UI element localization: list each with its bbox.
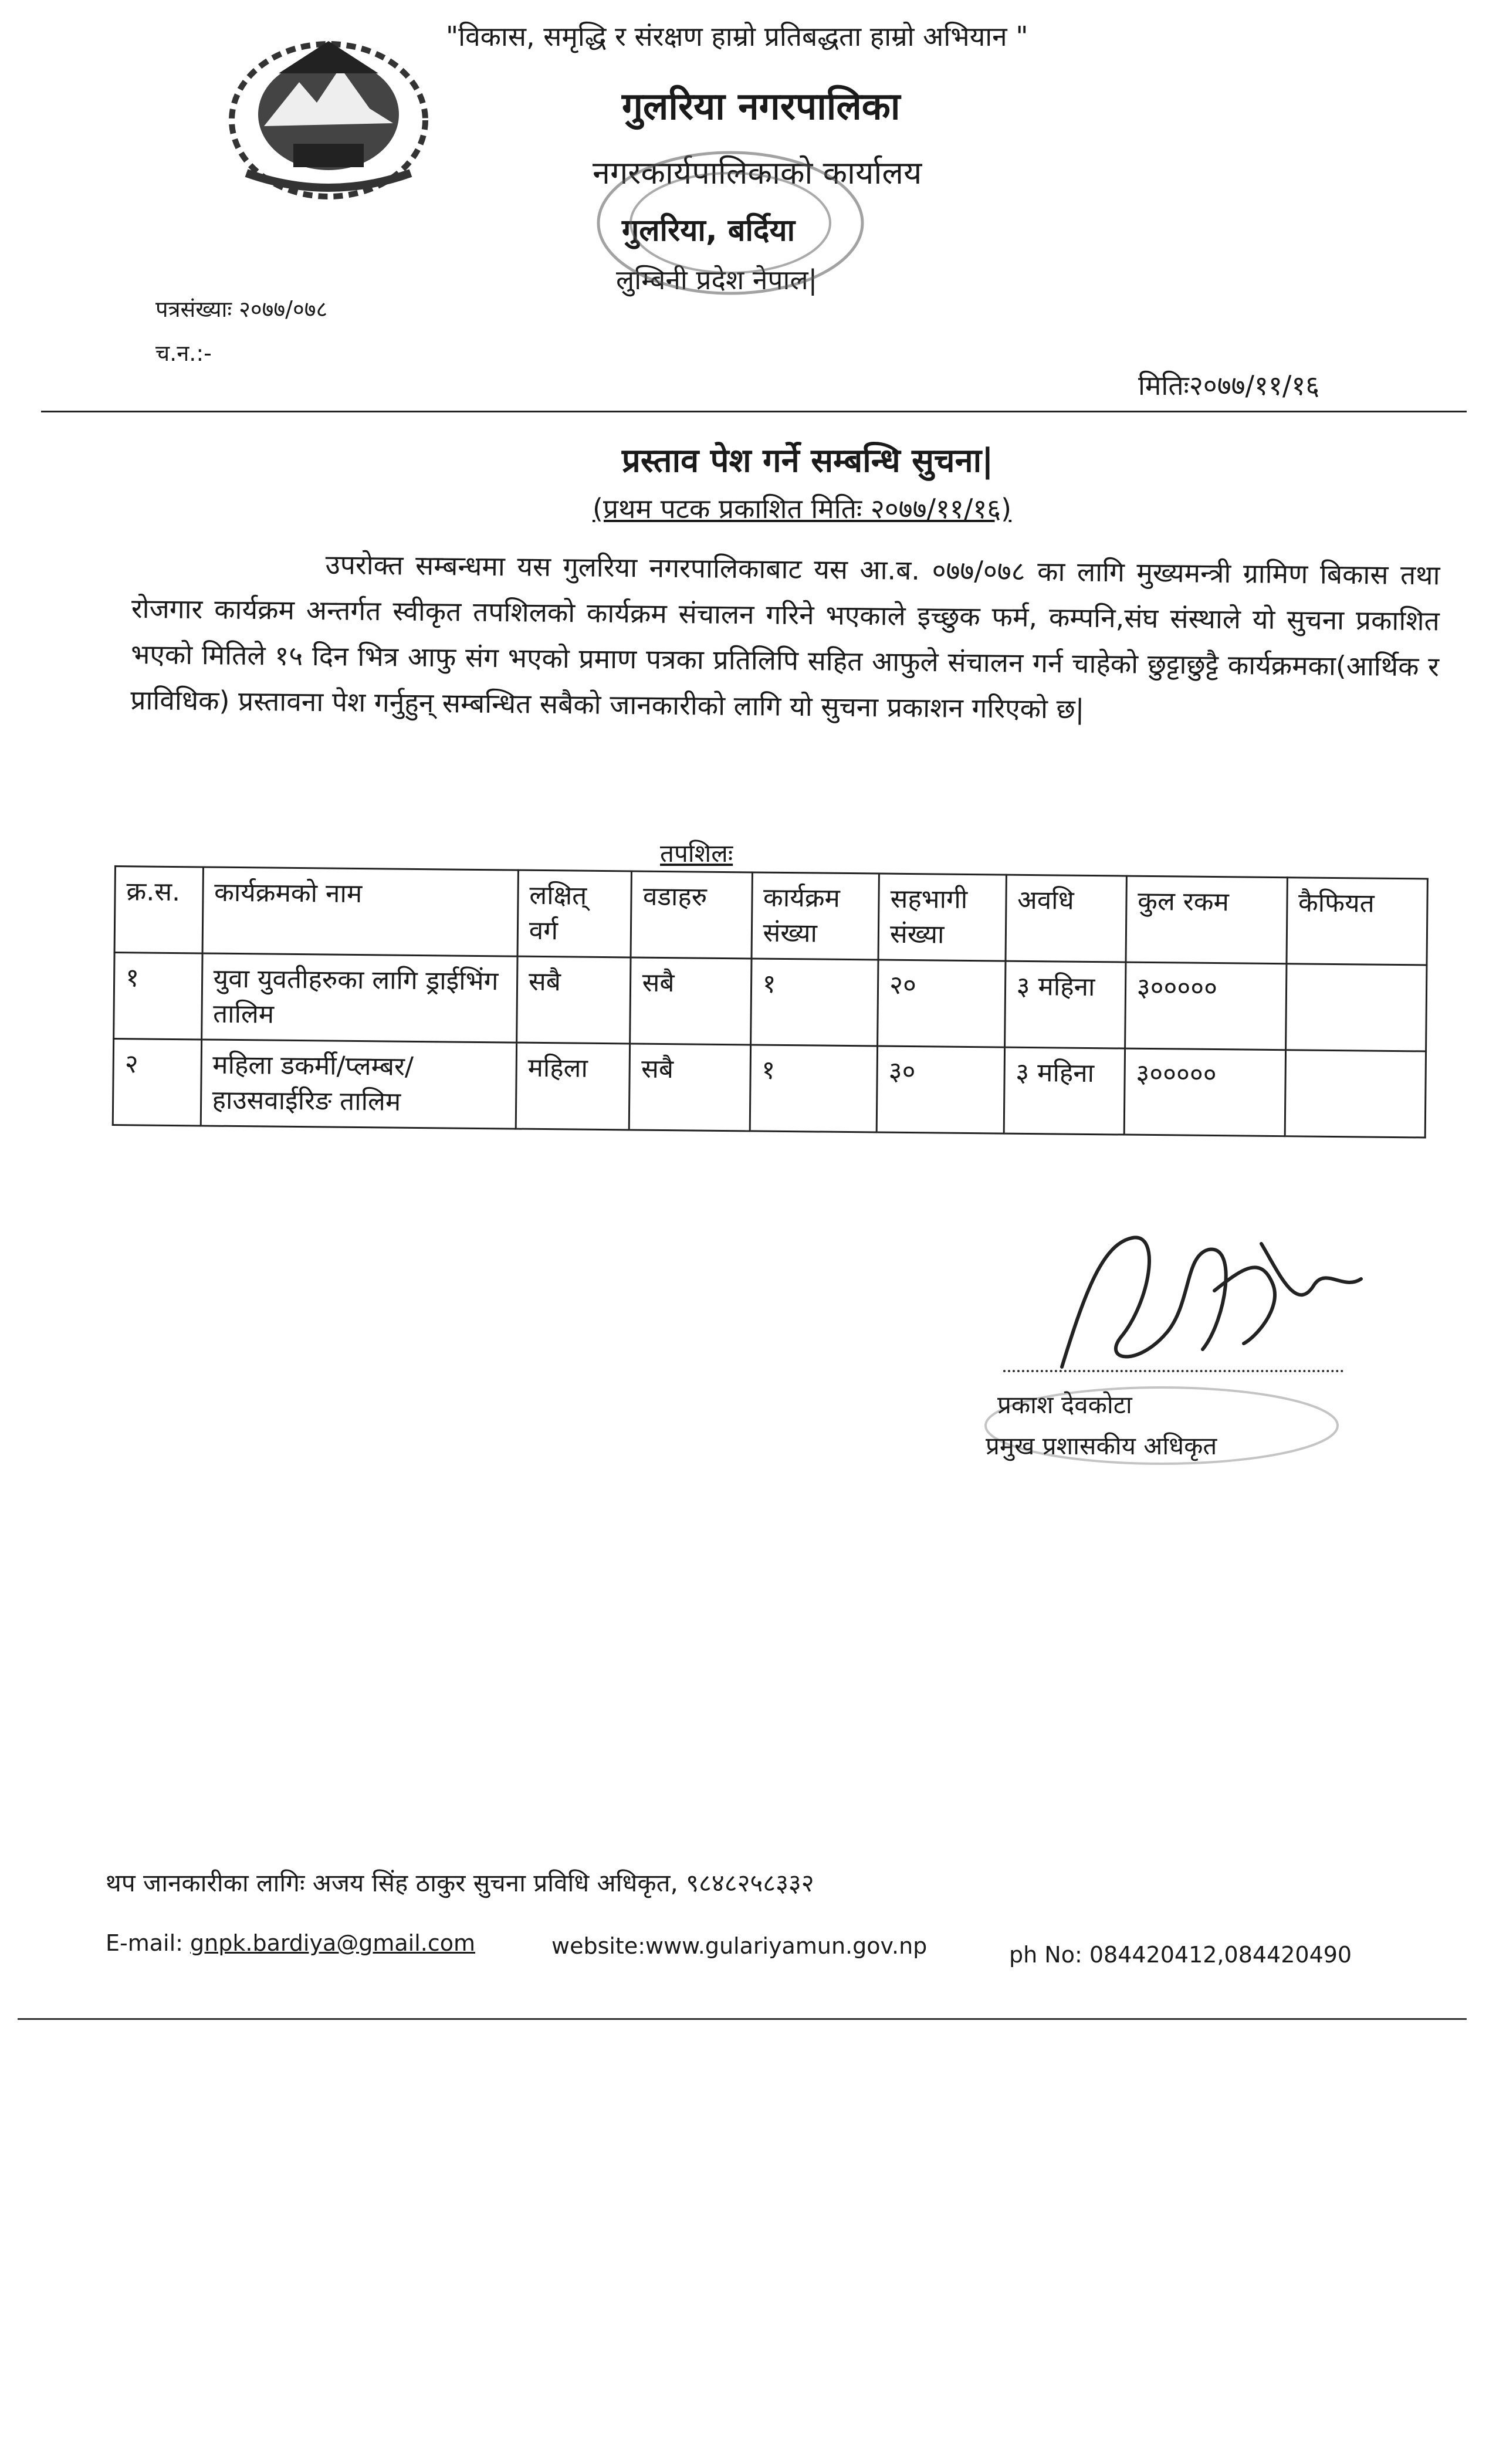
header-divider <box>41 411 1467 412</box>
province-name: लुम्बिनी प्रदेश नेपाल| <box>616 264 818 296</box>
dispatch-number: च.न.:- <box>155 340 212 366</box>
table-cell: २ <box>113 1039 201 1126</box>
notice-body: उपरोक्त सम्बन्धमा यस गुलरिया नगरपालिकाबाट यस आ.ब. ०७७/०७८ का लागि मुख्यमन्त्री ग्रामिण बिकास तथा रोजगार कार्यक्रम अन्तर्गत स्वीकृत तपशिलको कार्यक्रम संचालन गरिने भएकाले इच्छुक फर्म, कम्पनि,संघ संस्थाले यो सुचना प्रकाशित भएको मितिले १५ दिन भित्र आफु संग भएको प्रमाण पत्रका प्रतिलिपि सहित आफुले संचालन गर्न चाहेको छुट्टाछुट्टै कार्यक्रमका(आर्थिक र प्राविधिक) प्रस्तावना पेश गर्नुहुन् सम्बन्धित सबैको जानकारीको लागि यो सुचना प्रकाशन गरिएको छ| <box>130 549 1440 725</box>
table-cell: ३ महिना <box>1004 1047 1125 1135</box>
table-cell: ३० <box>876 1046 1004 1133</box>
slogan: "विकास, समृद्धि र संरक्षण हाम्रो प्रतिबद्धता हाम्रो अभियान " <box>446 21 1028 52</box>
header-cell: कैफियत <box>1286 878 1427 965</box>
header-cell: अवधि <box>1006 875 1126 962</box>
office-location: गुलरिया, बर्दिया <box>622 213 796 248</box>
header-cell: क्र.स. <box>114 867 203 953</box>
header-cell: वडाहरु <box>631 871 752 959</box>
table-cell: युवा युवतीहरुका लागि ड्राईभिंग तालिम <box>201 953 517 1043</box>
header-cell: कुल रकम <box>1126 876 1287 964</box>
signatory-name: प्रकाश देवकोटा <box>997 1390 1132 1419</box>
phone-numbers: ph No: 084420412,084420490 <box>1009 1942 1352 1968</box>
notice-subtitle: (प्रथम पटक प्रकाशित मितिः २०७७/११/१६) <box>593 493 1012 524</box>
letter-number: पत्रसंख्याः २०७७/०७८ <box>155 296 328 322</box>
website-link[interactable]: website:www.gulariyamun.gov.np <box>551 1933 928 1959</box>
table-cell: सबै <box>630 957 751 1045</box>
nepal-emblem-icon <box>223 26 434 202</box>
email-link[interactable]: gnpk.bardiya@gmail.com <box>190 1930 476 1956</box>
contact-info: थप जानकारीका लागिः अजय सिंह ठाकुर सुचना प्रविधि अधिकृत, ९८४८२५८३३२ <box>106 1869 814 1897</box>
table-cell: १ <box>114 953 202 1040</box>
table-cell: २० <box>878 960 1006 1047</box>
table-cell: सबै <box>516 956 631 1044</box>
table-label: तपशिलः <box>660 839 733 868</box>
footer-divider <box>18 2018 1467 2020</box>
table-cell <box>1285 964 1427 1051</box>
table-cell: महिला <box>516 1043 630 1130</box>
header-cell: सहभागी संख्या <box>878 874 1006 961</box>
email-line <box>106 1930 475 1956</box>
table-cell: ३००००० <box>1124 1048 1285 1136</box>
header-cell: कार्यक्रम संख्या <box>752 872 879 960</box>
signature-icon <box>1050 1220 1379 1385</box>
table-header-row <box>114 867 1427 965</box>
office-name: नगरकार्यपालिकाको कार्यालय <box>593 154 922 191</box>
signatory-designation: प्रमुख प्रशासकीय अधिकृत <box>986 1431 1217 1460</box>
letter-date: मितिः२०७७/११/१६ <box>1138 370 1320 401</box>
table-cell: सबै <box>629 1044 750 1131</box>
signature-line <box>1003 1370 1343 1372</box>
table-row <box>114 953 1427 1051</box>
notice-title: प्रस्ताव पेश गर्ने सम्बन्धि सुचना| <box>622 442 994 480</box>
municipality-name: गुलरिया नगरपालिका <box>622 85 901 128</box>
header-cell: लक्षित् वर्ग <box>517 870 632 957</box>
table-cell <box>1285 1050 1426 1138</box>
table-cell: ३००००० <box>1125 962 1286 1050</box>
table-cell: महिला डकर्मी/प्लम्बर/हाउसवाईरिङ तालिम <box>201 1040 517 1129</box>
table-cell: ३ महिना <box>1004 961 1125 1048</box>
table-cell: १ <box>750 959 878 1046</box>
program-table <box>112 865 1429 1138</box>
email-label: E-mail: <box>106 1930 191 1956</box>
office-stamp-icon <box>593 147 868 299</box>
table-row <box>113 1039 1426 1138</box>
table-cell: १ <box>750 1045 878 1132</box>
header-cell: कार्यक्रमको नाम <box>202 867 519 956</box>
